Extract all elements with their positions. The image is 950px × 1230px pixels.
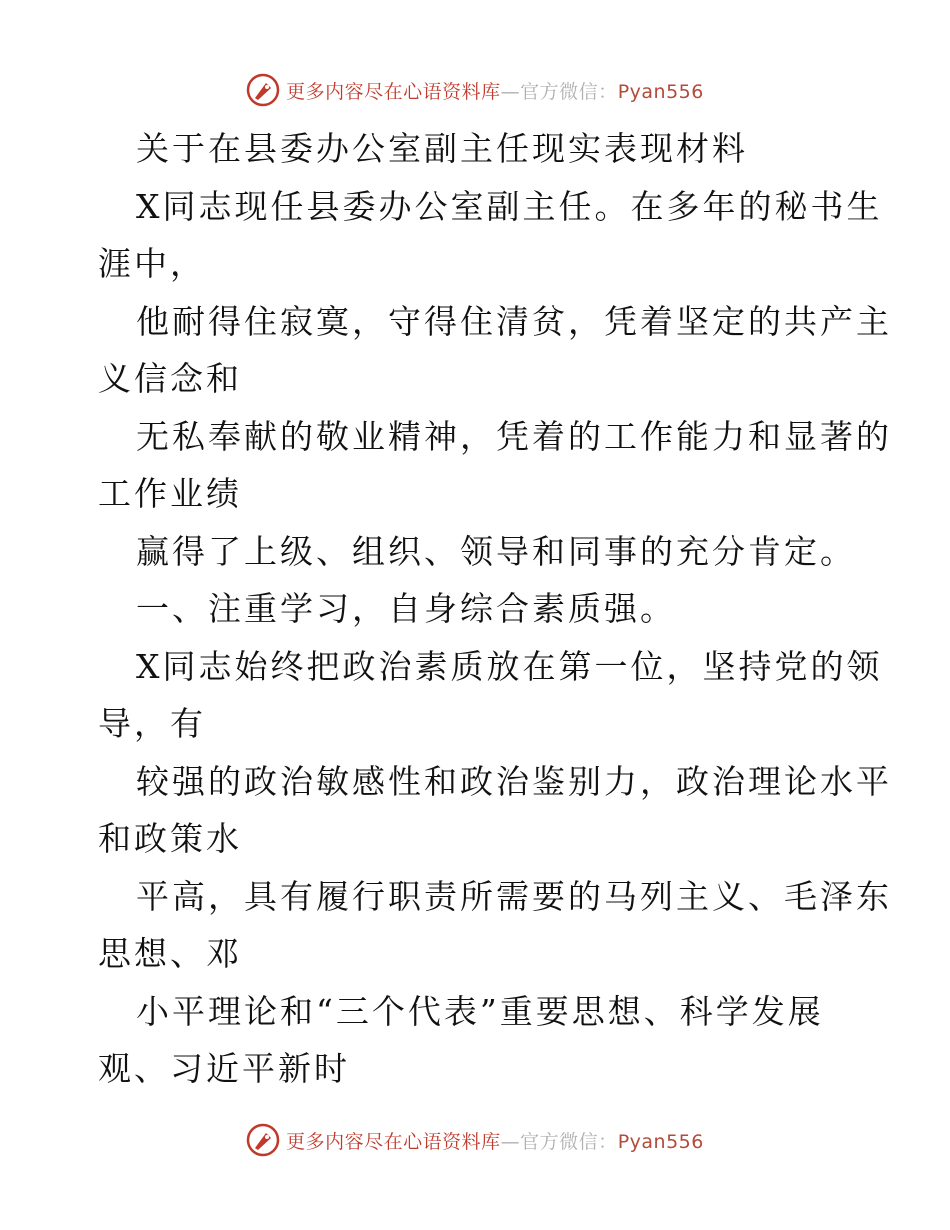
document-line: 关于在县委办公室副主任现实表现材料 bbox=[136, 129, 748, 168]
document-line: 涯中， bbox=[98, 244, 206, 283]
document-line: 平高，具有履行职责所需要的马列主义、毛泽东 bbox=[136, 876, 892, 916]
document-line: 一、注重学习，自身综合素质强。 bbox=[136, 589, 676, 628]
watermark-banner-bottom bbox=[0, 1120, 950, 1160]
document-line: 义信念和 bbox=[98, 359, 242, 398]
document-line: X同志始终把政治素质放在第一位，坚持党的领 bbox=[136, 646, 883, 686]
document-line: 无私奉献的敬业精神，凭着的工作能力和显著的 bbox=[136, 416, 892, 456]
watermark-text: 更多内容尽在心语资料库—官方微信：Pyan556 bbox=[286, 1130, 704, 1153]
document-line: 赢得了上级、组织、领导和同事的充分肯定。 bbox=[136, 531, 856, 571]
document-line: 小平理论和“三个代表”重要思想、科学发展 bbox=[136, 991, 824, 1031]
document-body bbox=[98, 120, 892, 1098]
document-line: 工作业绩 bbox=[98, 474, 242, 513]
document-line: 观、习近平新时 bbox=[98, 1049, 350, 1088]
document-line: 他耐得住寂寞，守得住清贫，凭着坚定的共产主 bbox=[136, 301, 892, 341]
watermark-banner-top bbox=[0, 70, 950, 110]
pen-nib-logo-icon bbox=[246, 1123, 280, 1157]
pen-nib-logo-icon bbox=[246, 73, 280, 107]
document-line: 较强的政治敏感性和政治鉴别力，政治理论水平 bbox=[136, 761, 892, 801]
document-line: 思想、邓 bbox=[98, 934, 242, 973]
document-line: 导，有 bbox=[98, 704, 206, 743]
watermark-text: 更多内容尽在心语资料库—官方微信：Pyan556 bbox=[286, 80, 704, 103]
document-line: X同志现任县委办公室副主任。在多年的秘书生 bbox=[136, 186, 883, 226]
document-line: 和政策水 bbox=[98, 819, 242, 858]
